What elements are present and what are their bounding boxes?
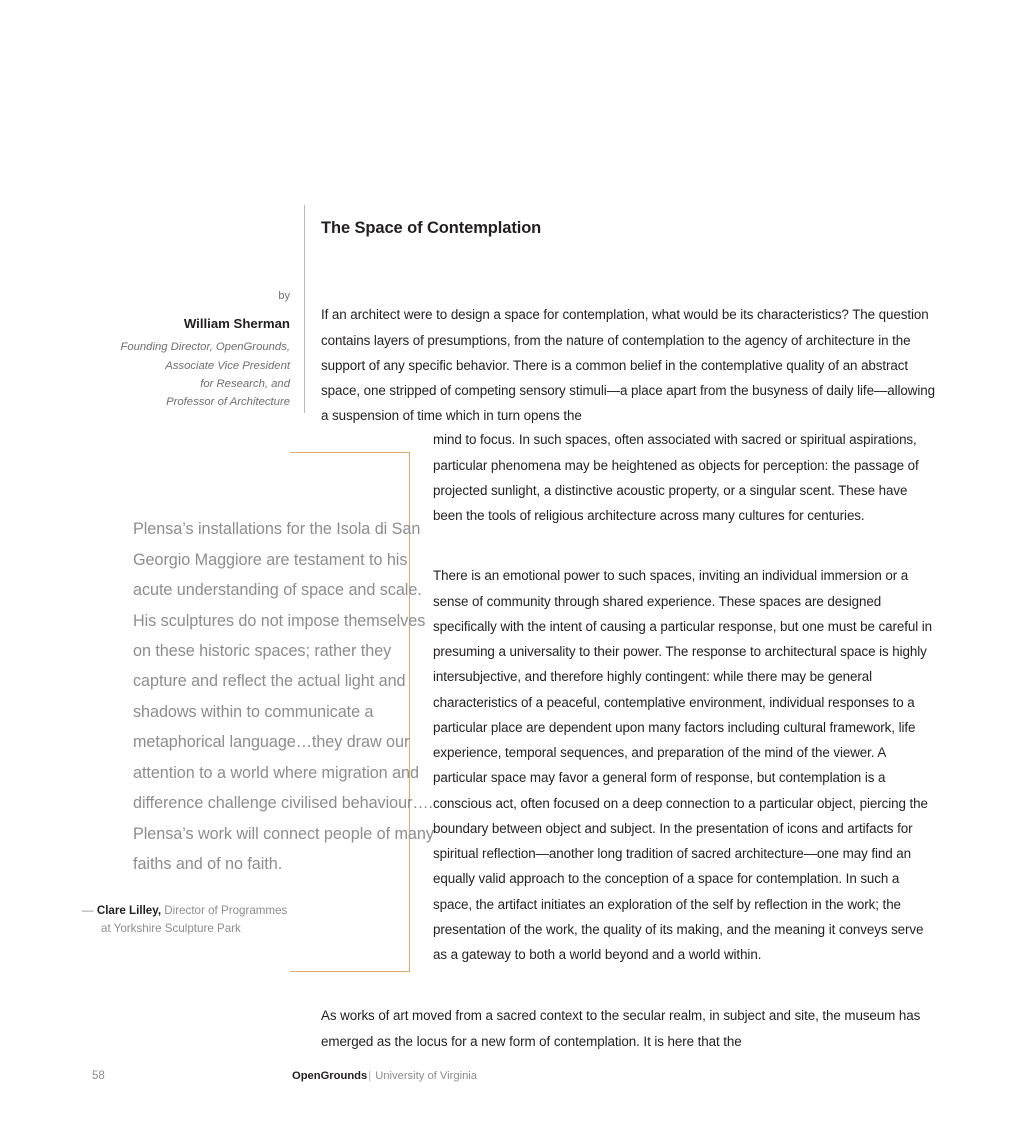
byline-author-title-line-2: Associate Vice President [165,359,290,372]
pullquote-text: Plensa’s installations for the Isola di San Georgio Maggiore are testament to his acute understanding of space and scale. His sculptures do not impose themselves on these historic spaces; rather they capture and reflect the actual light and shadows within to communicate a metaphorical language…they draw our attention to a world where migration and difference challenge civilised behaviour…. Plensa’s work will connect people of many faiths and of no faith. [133,520,434,874]
page-number: 58 [92,1070,105,1082]
byline-author-title-line-1: Founding Director, OpenGrounds, [120,341,290,354]
byline-author-name: William Sherman [183,316,290,332]
body-paragraph-3: As works of art moved from a sacred context to the secular realm, in subject and site, the museum has emerged as the locus for a new form of contemplation. It is here that the [321,1008,921,1049]
attribution-dash: — [82,904,94,917]
title-vertical-rule [304,205,305,413]
attribution-role-line-2: at Yorkshire Sculpture Park [101,921,241,935]
byline [110,288,290,411]
page-title: The Space of Contemplation [321,219,542,238]
footer-brand [292,1070,477,1082]
page-footer [0,1070,1024,1090]
pullquote-attribution [82,902,412,937]
byline-author-title-line-3: for Research, and [200,377,290,390]
attribution-name: Clare Lilley, [96,904,162,917]
attribution-role: Director of Programmes [161,904,288,917]
footer-institution: University of Virginia [372,1070,477,1082]
body-paragraph-2: There is an emotional power to such spaces, inviting an individual immersion or a sense of community through shared experience. These spaces are designed specifically with the intent of causing a particular response, but one must be careful in presuming a universality to their power. The response to architectural space is highly intersubjective, and therefore highly contingent: while there may be general characteristics of a peaceful, contemplative environment, individual responses to a particular place are dependent upon many factors including cultural framework, life experience, temporal sequences, and preparation of the mind of the viewer. A particular space may favor a general form of response, but contemplation is a conscious act, often focused on a deep connection to a particular object, piercing the boundary between object and subject. In the presentation of icons and artifacts for spiritual reflection—another long tradition of sacred architecture—one may find an equally valid approach to the conception of a space for contemplation. In such a space, the artifact initiates an exploration of the self by reflection in the work; the presentation of the work, the quality of its making, and the meaning it conveys serve as a gateway to both a world beyond and a world within. [433,568,933,963]
footer-separator: | [368,1070,372,1082]
body-paragraph-1: If an architect were to design a space for contemplation, what would be its characteristics? The question contains layers of presumptions, from the nature of contemplation to the agency of architecture in the support of any specific behavior. There is a common belief in the contemplative quality of an abstract space, one stripped of competing sensory stimuli—a place apart from the busyness of daily life—allowing a suspension of time which in turn opens the [321,307,935,424]
footer-brand-name: OpenGrounds [292,1070,368,1082]
byline-by-label: by [278,290,290,302]
body-paragraph-1-continued: mind to focus. In such spaces, often associated with sacred or spiritual aspirations, particular phenomena may be heightened as objects for perception: the passage of projected sunlight, a distinctive acoustic property, or a singular scent. These have been the tools of religious architecture across many cultures for centuries. [433,432,919,524]
byline-author-title-line-4: Professor of Architecture [166,396,290,409]
